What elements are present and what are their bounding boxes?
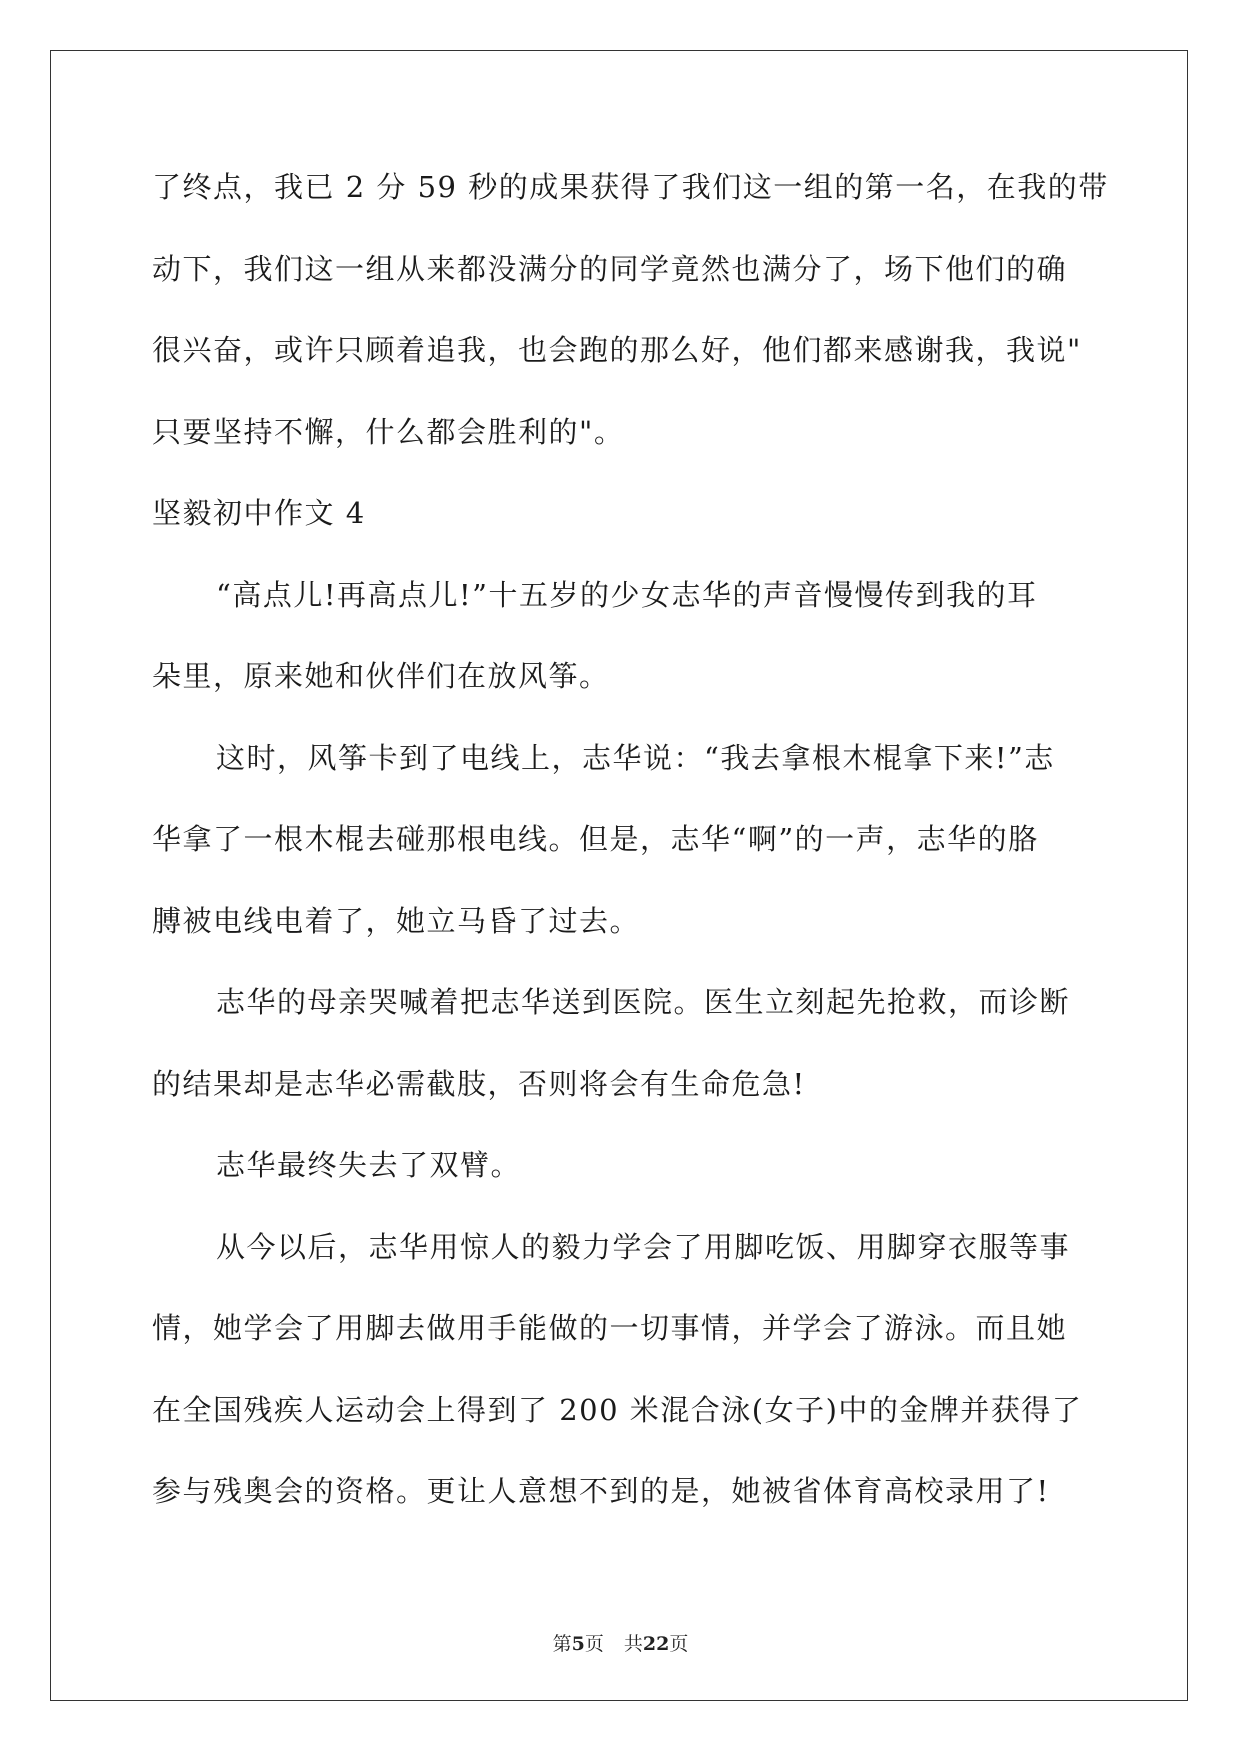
text-line: 志华的母亲哭喊着把志华送到医院。医生立刻起先抢救，而诊断 <box>216 985 1071 1019</box>
text-line: 很兴奋，或许只顾着追我，也会跑的那么好，他们都来感谢我，我说" <box>152 333 1082 367</box>
text-line: 情，她学会了用脚去做用手能做的一切事情，并学会了游泳。而且她 <box>152 1311 1068 1345</box>
text-line: 在全国残疾人运动会上得到了 200 米混合泳(女子)中的金牌并获得了 <box>152 1392 1083 1427</box>
footer-total-suffix: 页 <box>669 1633 689 1655</box>
text-line: 的结果却是志华必需截肢，否则将会有生命危急! <box>152 1066 806 1101</box>
text-line: 朵里，原来她和伙伴们在放风筝。 <box>152 659 610 693</box>
text-line: 只要坚持不懈，什么都会胜利的"。 <box>152 414 625 449</box>
footer-page-suffix: 页 <box>584 1633 604 1655</box>
text-line: “高点儿!再高点儿!”十五岁的少女志华的声音慢慢传到我的耳 <box>216 577 1038 612</box>
text-line: 膊被电线电着了，她立马昏了过去。 <box>152 903 641 938</box>
footer-page-number: 5 <box>571 1633 585 1655</box>
text-line: 动下，我们这一组从来都没满分的同学竟然也满分了，场下他们的确 <box>152 251 1068 286</box>
text-line: 志华最终失去了双臂。 <box>216 1148 522 1182</box>
text-line: 华拿了一根木棍去碰那根电线。但是，志华“啊”的一声，志华的胳 <box>152 822 1039 856</box>
text-line: 了终点，我已 2 分 59 秒的成果获得了我们这一组的第一名，在我的带 <box>152 170 1109 204</box>
footer-total-pages: 22 <box>642 1633 670 1655</box>
page-footer <box>0 1629 1241 1656</box>
text-line: 参与残奥会的资格。更让人意想不到的是，她被省体育高校录用了! <box>152 1474 1050 1508</box>
footer-total-prefix: 共 <box>623 1633 643 1655</box>
section-heading: 坚毅初中作文 4 <box>152 496 366 530</box>
footer-page-prefix: 第 <box>552 1633 572 1655</box>
document-body <box>152 162 1109 1548</box>
text-line: 这时，风筝卡到了电线上，志华说：“我去拿根木棍拿下来!”志 <box>216 740 1055 775</box>
text-line: 从今以后，志华用惊人的毅力学会了用脚吃饭、用脚穿衣服等事 <box>216 1229 1071 1264</box>
